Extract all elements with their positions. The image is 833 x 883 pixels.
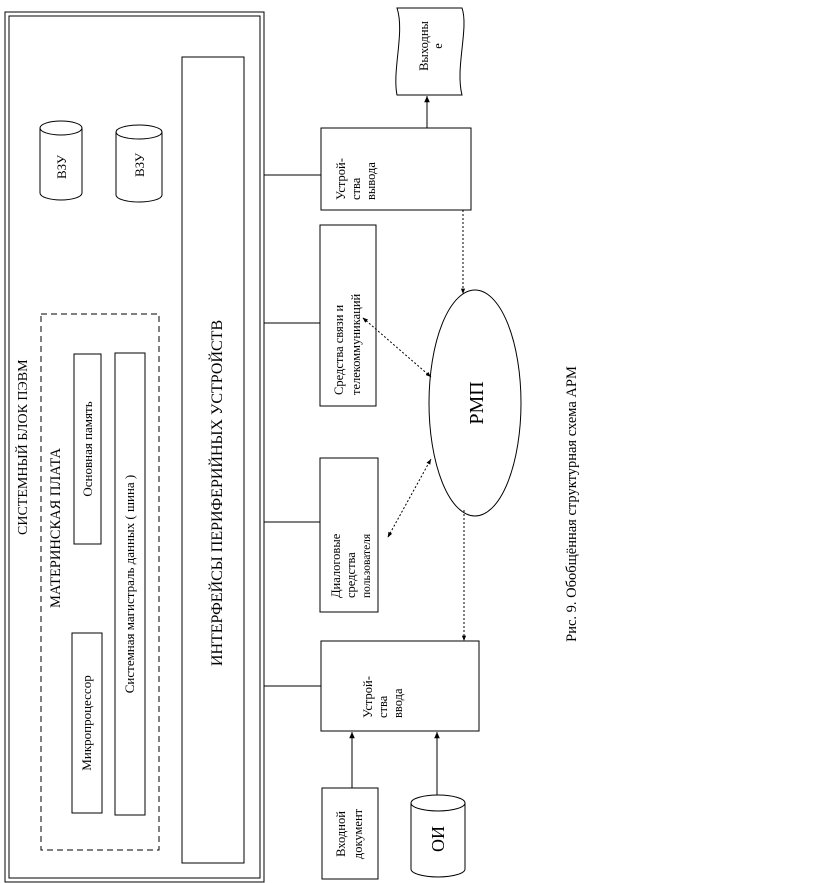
storage-label-2: ВЗУ	[132, 152, 147, 178]
info-object-label: ОИ	[428, 826, 448, 852]
workplace-label: РМП	[466, 381, 488, 425]
storage-label-1: ВЗУ	[54, 154, 69, 180]
system-block-title: СИСТЕМНЫЙ БЛОК ПЭВМ	[16, 359, 31, 535]
svg-text:ства: ства	[376, 695, 390, 718]
svg-text:средства: средства	[344, 552, 358, 598]
svg-text:документ: документ	[351, 808, 365, 860]
input-document-box	[322, 788, 378, 879]
svg-text:Устрой-: Устрой-	[334, 158, 348, 200]
bus-connectors	[264, 175, 321, 686]
svg-text:е: е	[431, 43, 445, 49]
svg-text:Средства связи и: Средства связи и	[332, 304, 346, 395]
svg-text:Диалоговые: Диалоговые	[329, 533, 343, 598]
svg-text:Входной: Входной	[334, 811, 348, 857]
svg-text:Выходны: Выходны	[417, 21, 431, 71]
main-memory-label: Основная память	[80, 401, 95, 497]
interfaces-label: ИНТЕРФЕЙСЫ ПЕРИФЕРИЙНЫХ УСТРОЙСТВ	[209, 319, 226, 667]
motherboard-title: МАТЕРИНСКАЯ ПЛАТА	[48, 447, 64, 608]
comm-means-box	[320, 225, 376, 406]
svg-text:вывода: вывода	[364, 162, 378, 200]
svg-text:телекоммуникаций: телекоммуникаций	[349, 293, 363, 395]
svg-text:ства: ства	[349, 177, 363, 200]
svg-text:Устрой-: Устрой-	[361, 676, 375, 718]
microprocessor-label: Микропроцессор	[79, 675, 94, 771]
system-bus-label: Системная магистраль данных ( шина )	[122, 474, 137, 694]
figure-caption: Рис. 9. Обобщённая структурная схема АРМ	[564, 366, 580, 642]
svg-text:ввода: ввода	[391, 688, 405, 718]
svg-text:пользователя: пользователя	[361, 533, 373, 598]
